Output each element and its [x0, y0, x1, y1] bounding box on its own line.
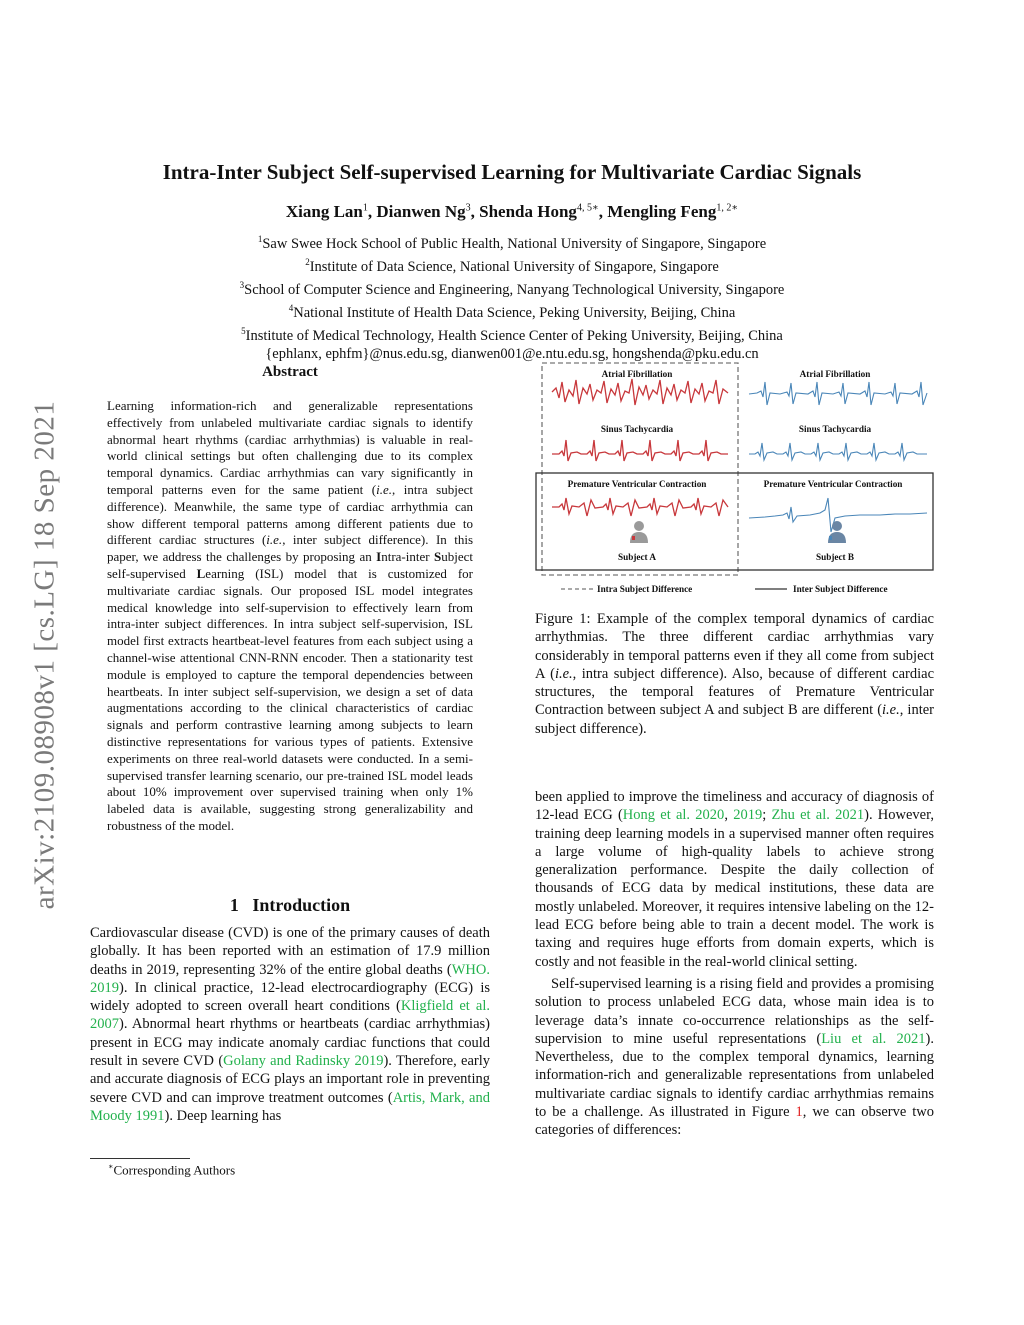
author-name: Xiang Lan [285, 202, 363, 221]
affiliation-line [90, 322, 934, 345]
affiliations [90, 230, 934, 363]
arxiv-identifier [20, 360, 70, 950]
author-sup: 4, 5∗ [576, 202, 599, 214]
author-name: Mengling Feng [607, 202, 717, 221]
section-number: 1 [229, 895, 239, 915]
figure-1-ecg-examples [535, 360, 935, 600]
abstract-ie: i.e. [266, 532, 283, 548]
caption-text: , intra subject difference). Also, because of different cardiac structures, the temporal features of Premature Ventricular Contraction between subject A and subject B are different ( [535, 665, 935, 719]
abstract-text: , intra subject difference). Meanwhile, the same type of cardiac arrhythmia can show different temporal patterns among different patients due to different cardiac structures ( [107, 481, 473, 548]
citation-link[interactable]: Liu et al. 2021 [821, 1030, 926, 1047]
footnote-rule [90, 1158, 190, 1159]
mnemonic-letter: I [376, 549, 382, 565]
ecg-trace-st-a [552, 440, 728, 461]
author-list: Xiang Lan$^1$, Dianwen Ng$^3$, Shenda Hong$^{4, 5∗}$, Mengling Feng$^{1, 2∗}$ [285, 202, 739, 221]
body-text: ; [762, 807, 772, 824]
caption-ie: i.e. [554, 665, 573, 682]
body-text: been applied to improve the timeliness and accuracy of diagnosis of 12-lead ECG ( [535, 789, 934, 824]
legend-intra: Intra Subject Difference [597, 584, 693, 594]
figure-1-caption [535, 610, 934, 738]
label-subject-a: Subject A [617, 552, 657, 562]
author-sup: 1, 2∗ [716, 202, 739, 214]
footnote [108, 1162, 235, 1178]
intra-subject-box [542, 363, 738, 575]
citation-link[interactable]: Kligfield et al. 2007 [90, 998, 491, 1033]
affiliation-line [90, 276, 934, 299]
ecg-trace-af-b [749, 382, 927, 405]
affiliation-line [90, 253, 934, 276]
paper-title: Intra-Inter Subject Self-supervised Learning for Multivariate Cardiac Signals [162, 160, 862, 184]
caption-ie: i.e. [882, 702, 900, 719]
citation-link[interactable]: Hong et al. 2020 [622, 807, 725, 824]
body-text: ). Nevertheless, due to the complex temporal dynamics, learning information-rich and generalizable representations from unlabeled multivariate cardiac signals to identify cardiac arrhythmias remains to be a challenge. As illustrated in Figure [535, 1030, 934, 1121]
affiliation-line [90, 230, 934, 253]
intro-paragraph-right [535, 788, 934, 1140]
author-sup: 3 [465, 202, 471, 214]
mnemonic-letter: S [434, 549, 442, 565]
citation-link[interactable]: 2019 [733, 807, 763, 824]
abstract-text: earning (ISL) model that is customized for multivariate cardiac signals. Our proposed ISL model integrates medical knowledge into self-supervision to effectively learn from intra-inter subject differences. In intra subject self-supervision, ISL model first extracts heartbeat-level features from each subject using a channel-wise attentional CNN-RNN encoder. Then a stationarity test module is employed to capture the temporal dependencies between heartbeats. In inter subject self-supervision, we design a set of data augmentations according to the clinical characteristics of cardiac signals and perform contrastive learning among subjects to learn distinctive representations for various types of patients. Extensive experiments on three real-world datasets were conducted. In a semi-supervised transfer learning scenario, our pre-trained ISL model leads about 10% improvement over supervised training when only 1% labeled data is available, suggesting strong generalizability and robustness of the model. [107, 565, 473, 833]
citation-link[interactable]: WHO. 2019 [90, 961, 490, 996]
mnemonic-letter: L [196, 565, 206, 581]
label-subject-b: Subject B [815, 552, 855, 562]
legend-inter: Inter Subject Difference [793, 584, 888, 594]
body-text: , [724, 807, 734, 824]
abstract-ie: i.e. [376, 481, 393, 497]
affiliation-sup: 1 [257, 234, 263, 244]
affiliation-text: National Institute of Health Data Science, Peking University, Beijing, China [293, 304, 736, 321]
affiliation-text: Institute of Data Science, National University of Singapore, Singapore [309, 258, 719, 275]
body-text: ). In clinical practice, 12-lead electrocardiography (ECG) is widely adopted to screen overall heart conditions ( [90, 979, 490, 1015]
body-text: ). However, training deep learning models in a supervised manner often requires a large volume of high-quality labels to achieve strong generalization performance. Despite the daily collection of thousands of ECG data by medical institutions, these data are mostly unlabeled. Moreover, it requires intensive labeling on the 12-lead ECG before being able to train a decent model. The work is taxing and requires huge efforts from domain experts, which is costly and not feasible in the real-world clinical setting. [535, 807, 934, 970]
author-emails: {ephlanx, ephfm}@nus.edu.sg, dianwen001@e.ntu.edu.sg, hongshenda@pku.edu.cn [265, 346, 759, 363]
abstract-text: Learning information-rich and generalizable representations effectively from unlabeled multivariate cardiac signals to identify abnormal heart rhythms (cardiac arrhythmias) is valuable in real-world clinical settings but often challenging due to its complex temporal dynamics. Cardiac arrhythmias can vary significantly in temporal patterns even for the same patient ( [107, 398, 473, 497]
abstract-body [107, 398, 473, 835]
intro-paragraph-left [90, 924, 490, 1125]
abstract-text: ubject self-supervised [107, 549, 473, 581]
body-text: ). Deep learning has [164, 1107, 282, 1124]
affiliation-sup: 4 [288, 303, 294, 314]
section-heading-introduction [90, 895, 490, 916]
affiliation-sup: 2 [305, 257, 310, 268]
affiliation-sup: 5 [241, 326, 246, 337]
affiliation-sup: 3 [239, 280, 245, 291]
label-af-a: Atrial Fibrillation [601, 369, 673, 379]
citation-link[interactable]: Golany and Radinsky 2019 [223, 1053, 384, 1070]
body-text: , we can observe two categories of differences: [535, 1104, 935, 1139]
figure-reference-link[interactable]: 1 [795, 1104, 803, 1121]
citation-link[interactable]: Artis, Mark, and Moody 1991 [90, 1089, 490, 1124]
arxiv-identifier-text: arXiv:2109.08908v1 [cs.LG] 18 Sep 2021 [28, 400, 61, 910]
label-st-a: Sinus Tachycardia [600, 424, 674, 434]
affiliation-line [90, 299, 934, 322]
paragraph [535, 788, 934, 971]
affiliation-text: Institute of Medical Technology, Health Science Center of Peking University, Beijing, China [245, 327, 783, 344]
ecg-trace-pvc-a [552, 498, 728, 516]
footnote-text: Corresponding Authors [113, 1162, 236, 1178]
abstract-text: ntra-inter [381, 549, 434, 565]
body-text: ). Therefore, early and accurate diagnosis of ECG plays an important role in preventing severe CVD and can improve treatment outcomes ( [90, 1053, 490, 1106]
footnote-mark: ∗ [108, 1162, 114, 1171]
affiliation-text: Saw Swee Hock School of Public Health, National University of Singapore, Singapore [262, 235, 767, 252]
paragraph [535, 975, 934, 1140]
affiliation-text: School of Computer Science and Engineering, Nanyang Technological University, Singapore [244, 281, 785, 298]
abstract-text: , inter subject difference). In this paper, we address the challenges by proposing an [107, 532, 474, 565]
section-title: Introduction [252, 895, 351, 915]
label-st-b: Sinus Tachycardia [798, 424, 872, 434]
body-text: Cardiovascular disease (CVD) is one of the primary causes of death globally. It has been reported with an estimation of 17.9 million deaths in 2019, representing 32% of the entire global deaths ( [90, 925, 490, 978]
abstract-heading: Abstract [262, 364, 318, 380]
author-name: Shenda Hong [479, 202, 577, 221]
body-text: Self-supervised learning is a rising field and provides a promising solution to process unlabeled ECG data, whose main idea is to leverage data’s innate co-occurrence relationships as the self-supervision to mine useful representations ( [535, 975, 934, 1047]
author-name: Dianwen Ng [376, 202, 466, 221]
ecg-trace-st-b [749, 443, 927, 460]
subject-a-icon [630, 521, 648, 543]
caption-text: Figure 1: Example of the complex temporal dynamics of cardiac arrhythmias. The three different cardiac arrhythmias vary considerably in temporal patterns even if they all come from subject A ( [535, 611, 934, 682]
caption-text: , inter subject difference). [535, 702, 934, 737]
author-sup: 1 [362, 202, 368, 214]
body-text: ). Abnormal heart rhythms or heartbeats (cardiac arrhythmias) present in ECG may indicate anomaly cardiac functions that could result in severe CVD ( [90, 1016, 490, 1070]
citation-link[interactable]: Zhu et al. 2021 [771, 807, 865, 824]
ecg-trace-af-a [552, 379, 728, 405]
label-pvc-a: Premature Ventricular Contraction [567, 479, 707, 489]
label-af-b: Atrial Fibrillation [799, 369, 871, 379]
label-pvc-b: Premature Ventricular Contraction [763, 479, 903, 489]
paragraph [90, 924, 490, 1125]
